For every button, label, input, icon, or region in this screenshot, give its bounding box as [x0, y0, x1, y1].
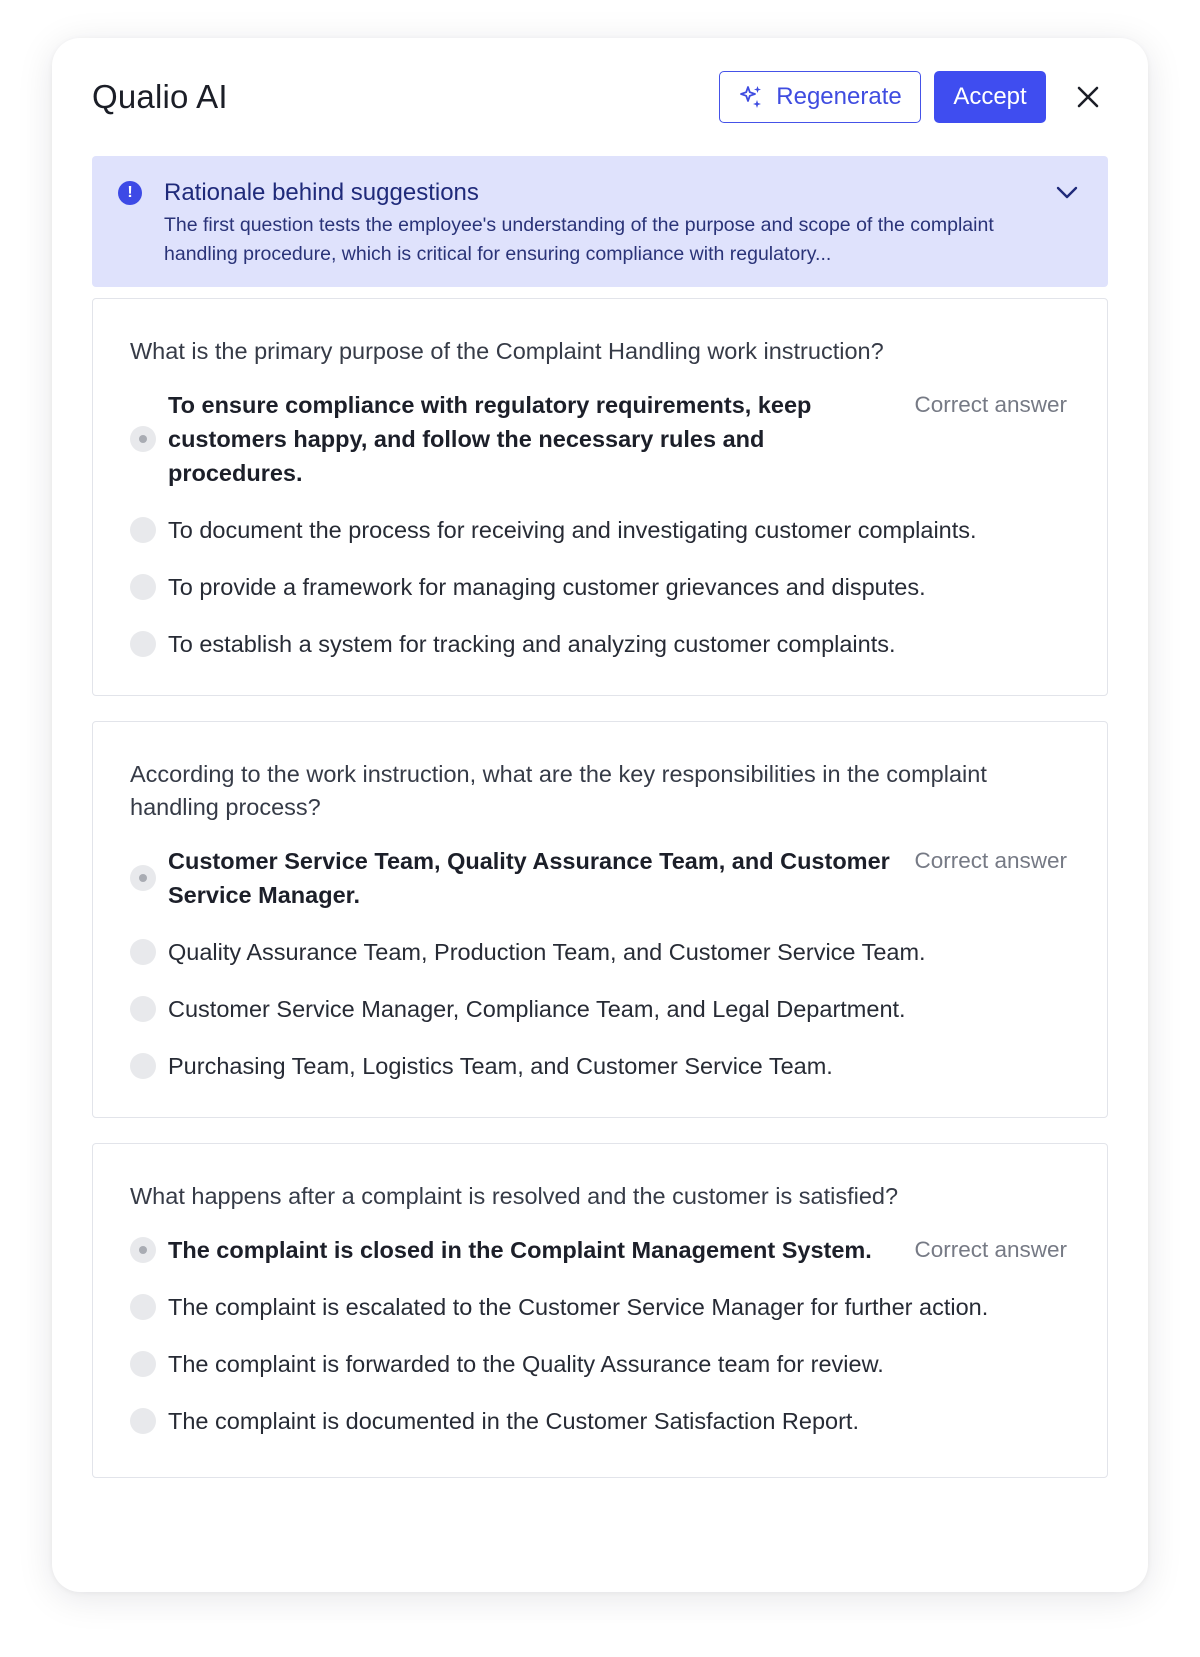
question-text: What happens after a complaint is resolved and the customer is satisfied?	[130, 1183, 899, 1209]
question-card	[92, 298, 1108, 696]
radio-button[interactable]	[130, 631, 156, 657]
answer-option[interactable]	[130, 844, 1067, 912]
radio-button[interactable]	[130, 517, 156, 543]
question-text: According to the work instruction, what are the key responsibilities in the complaint handling process?	[130, 761, 987, 820]
answer-option[interactable]	[130, 513, 1067, 547]
rationale-panel	[92, 156, 1108, 287]
radio-button[interactable]	[130, 1408, 156, 1434]
answer-option[interactable]	[130, 570, 1067, 604]
answer-label: To document the process for receiving and investigating customer complaints.	[168, 517, 977, 543]
info-icon: !	[118, 181, 142, 205]
answer-option[interactable]	[130, 992, 1067, 1026]
regenerate-label: Regenerate	[776, 83, 902, 110]
rationale-body: The first question tests the employee's understanding of the purpose and scope of the complaint handling procedure, which is critical for ensuring compliance with regulatory...	[164, 214, 994, 265]
answer-option[interactable]	[130, 627, 1067, 661]
close-icon	[1076, 85, 1100, 109]
answer-option[interactable]	[130, 1233, 1067, 1267]
radio-button[interactable]	[130, 1053, 156, 1079]
answer-label: To provide a framework for managing customer grievances and disputes.	[168, 574, 926, 600]
answer-label: Quality Assurance Team, Production Team, and Customer Service Team.	[168, 939, 926, 965]
radio-button[interactable]	[130, 574, 156, 600]
answer-label: Purchasing Team, Logistics Team, and Customer Service Team.	[168, 1053, 833, 1079]
sparkles-icon	[738, 84, 764, 110]
regenerate-button[interactable]	[719, 71, 921, 123]
radio-button[interactable]	[130, 996, 156, 1022]
qualio-ai-dialog	[52, 38, 1148, 1592]
close-button[interactable]	[1068, 77, 1108, 117]
answer-label: To ensure compliance with regulatory requirements, keep customers happy, and follow the necessary rules and procedures.	[168, 392, 812, 486]
chevron-down-icon[interactable]	[1056, 186, 1078, 200]
dialog-header	[92, 64, 1108, 130]
radio-button[interactable]	[130, 939, 156, 965]
rationale-title: Rationale behind suggestions	[164, 179, 479, 206]
answer-label: Customer Service Manager, Compliance Team, and Legal Department.	[168, 996, 906, 1022]
correct-answer-tag: Correct answer	[914, 848, 1067, 873]
answer-label: The complaint is escalated to the Customer Service Manager for further action.	[168, 1294, 989, 1320]
question-text: What is the primary purpose of the Complaint Handling work instruction?	[130, 338, 884, 364]
correct-answer-tag: Correct answer	[914, 392, 1067, 417]
answer-option[interactable]	[130, 388, 1067, 490]
answer-label: The complaint is closed in the Complaint Management System.	[168, 1237, 872, 1263]
answer-label: To establish a system for tracking and analyzing customer complaints.	[168, 631, 896, 657]
answer-option[interactable]	[130, 935, 1067, 969]
question-card	[92, 1143, 1108, 1478]
radio-button[interactable]	[130, 426, 156, 452]
accept-button[interactable]: Accept	[934, 71, 1046, 123]
radio-button[interactable]	[130, 1351, 156, 1377]
question-card	[92, 721, 1108, 1118]
radio-button[interactable]	[130, 865, 156, 891]
dialog-title: Qualio AI	[92, 78, 228, 115]
answer-option[interactable]	[130, 1404, 1067, 1438]
answer-label: Customer Service Team, Quality Assurance Team, and Customer Service Manager.	[168, 848, 890, 908]
answer-option[interactable]	[130, 1347, 1067, 1381]
answer-option[interactable]	[130, 1290, 1067, 1324]
radio-button[interactable]	[130, 1237, 156, 1263]
answer-option[interactable]	[130, 1049, 1067, 1083]
radio-button[interactable]	[130, 1294, 156, 1320]
correct-answer-tag: Correct answer	[914, 1237, 1067, 1262]
answer-label: The complaint is forwarded to the Quality Assurance team for review.	[168, 1351, 884, 1377]
answer-label: The complaint is documented in the Customer Satisfaction Report.	[168, 1408, 859, 1434]
